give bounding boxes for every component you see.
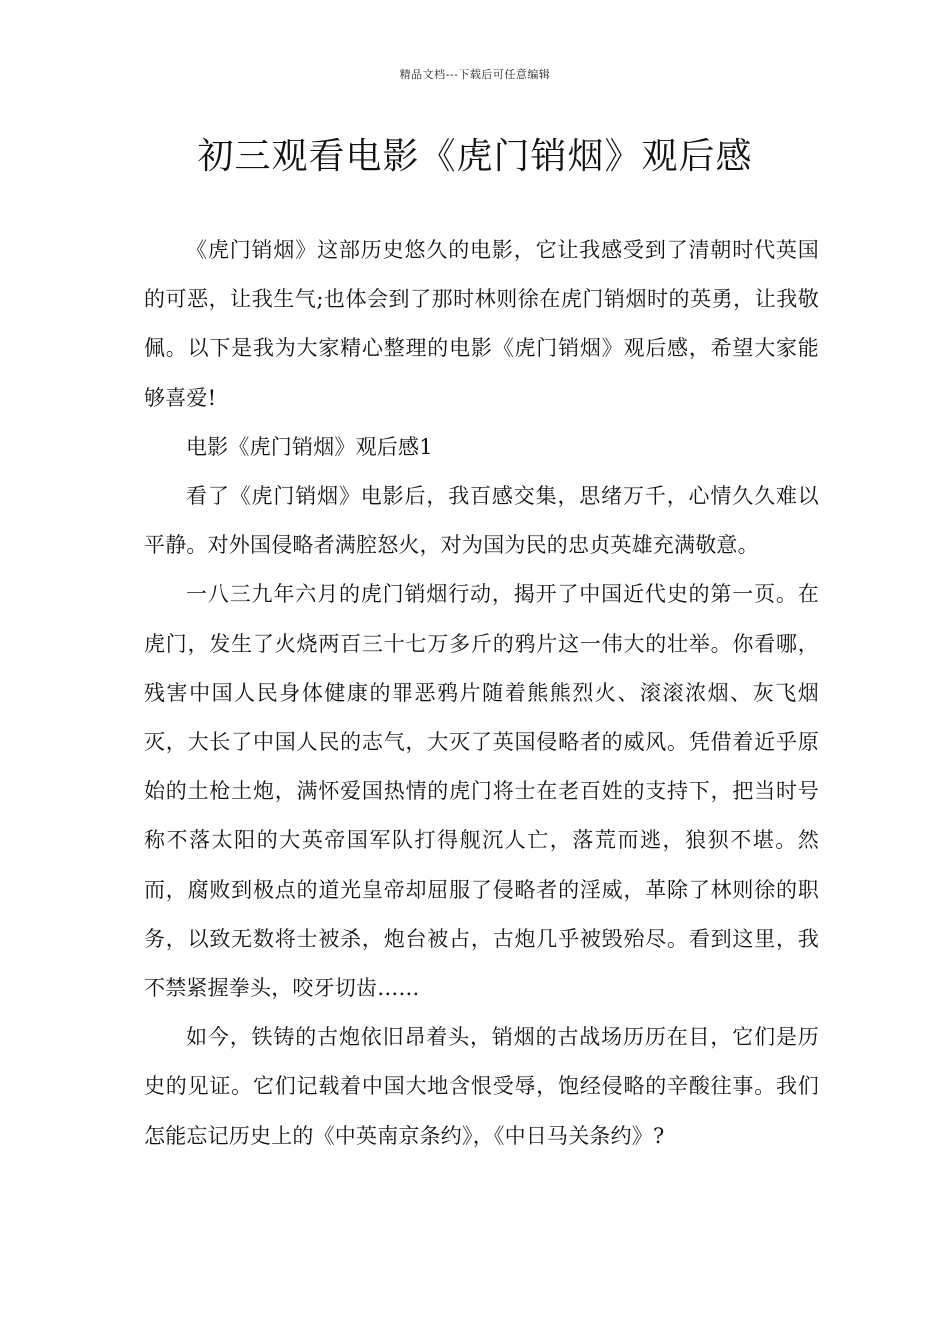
document-title: 初三观看电影《虎门销烟》观后感: [197, 136, 753, 177]
body-paragraph: 如今，铁铸的古炮依旧昂着头，销烟的古战场历历在目，它们是历史的见证。它们记载着中国大地含恨受辱，饱经侵略的辛酸往事。我们怎能忘记历史上的《中英南京条约》，《中日马关条约》?: [144, 1025, 819, 1148]
document-body: [144, 226, 819, 1161]
section-heading: 电影《虎门销烟》观后感1: [186, 434, 433, 459]
body-paragraph: 看了《虎门销烟》电影后，我百感交集，思绪万千，心情久久难以平静。对外国侵略者满腔怒火，对为国为民的忠贞英雄充满敬意。: [144, 484, 819, 558]
body-paragraph: 一八三九年六月的虎门销烟行动，揭开了中国近代史的第一页。在虎门，发生了火烧两百三十七万多斤的鸦片这一伟大的壮举。你看哪，残害中国人民身体健康的罪恶鸦片随着熊熊烈火、滚滚浓烟、灰飞烟灭，大长了中国人民的志气，大灭了英国侵略者的威风。凭借着近乎原始的土枪土炮，满怀爱国热情的虎门将士在老百姓的支持下，把当时号称不落太阳的大英帝国军队打得舰沉人亡，落荒而逃，狼狈不堪。然而，腐败到极点的道光皇帝却屈服了侵略者的淫威，革除了林则徐的职务，以致无数将士被杀，炮台被占，古炮几乎被毁殆尽。看到这里，我不禁紧握拳头，咬牙切齿……: [144, 582, 819, 1001]
header-note: 精品文档---下载后可任意编辑: [399, 68, 551, 81]
intro-paragraph: 《虎门销烟》这部历史悠久的电影，它让我感受到了清朝时代英国的可恶，让我生气;也体会到了那时林则徐在虎门销烟时的英勇，让我敬佩。以下是我为大家精心整理的电影《虎门销烟》观后感，希望大家能够喜爱!: [144, 238, 819, 410]
